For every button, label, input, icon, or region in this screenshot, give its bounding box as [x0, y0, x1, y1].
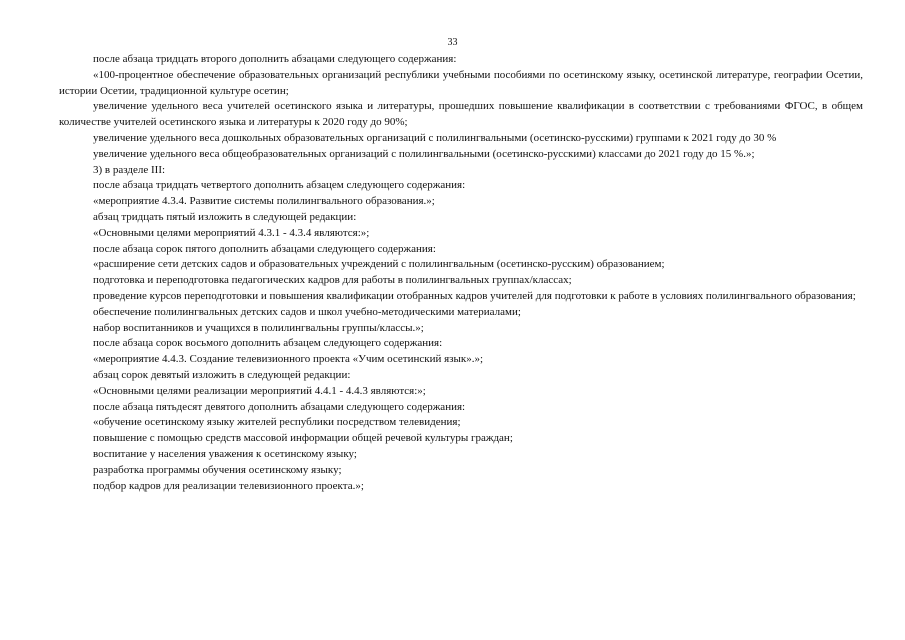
paragraph: подготовка и переподготовка педагогических кадров для работы в полилингвальных группах/классах;	[93, 274, 572, 287]
paragraph: увеличение удельного веса учителей осетинского языка и литературы, прошедших повышение квалификации в соответствии с требованиями ФГОС, в общем количестве учителей осетинского языка и литературы к 2020 году до 90%;	[59, 100, 863, 129]
paragraph: проведение курсов переподготовки и повышения квалификации отобранных кадров учителей для подготовки к работе в условиях полилингвального образования;	[93, 289, 856, 302]
paragraph: разработка программы обучения осетинскому языку;	[93, 463, 342, 476]
page-number: 33	[447, 37, 458, 48]
paragraph: «мероприятие 4.3.4. Развитие системы полилингвального образования.»;	[93, 195, 435, 208]
paragraph: повышение с помощью средств массовой информации общей речевой культуры граждан;	[93, 432, 513, 445]
paragraph: увеличение удельного веса общеобразовательных организаций с полилингвальными (осетинско-русскими) классами до 2021 году до 15 %.»;	[93, 147, 755, 160]
paragraph: после абзаца тридцать второго дополнить абзацами следующего содержания:	[93, 53, 457, 65]
paragraph: после абзаца сорок восьмого дополнить абзацем следующего содержания:	[93, 337, 443, 350]
paragraph: «100-процентное обеспечение образовательных организаций республики учебными пособиями по осетинскому языку, осетинской литературе, географии Осетии, истории Осетии, традиционной культуре осетин;	[59, 68, 863, 97]
paragraph: «Основными целями мероприятий 4.3.1 - 4.3.4 являются:»;	[93, 226, 370, 239]
paragraph: абзац тридцать пятый изложить в следующей редакции:	[93, 210, 357, 223]
paragraph: после абзаца пятьдесят девятого дополнить абзацами следующего содержания:	[93, 400, 466, 413]
paragraph: обеспечение полилингвальных детских садов и школ учебно-методическими материалами;	[93, 305, 521, 318]
paragraph: подбор кадров для реализации телевизионного проекта.»;	[93, 479, 364, 492]
paragraph: «Основными целями реализации мероприятий 4.4.1 - 4.4.3 являются:»;	[93, 384, 426, 397]
paragraph: увеличение удельного веса дошкольных образовательных организаций с полилингвальными (осетинско-русскими) группами к 2021 году до 30 %	[93, 131, 777, 144]
paragraph: абзац сорок девятый изложить в следующей редакции:	[93, 368, 351, 381]
paragraph: 3) в разделе III:	[93, 163, 166, 176]
paragraph: «расширение сети детских садов и образовательных учреждений с полилингвальным (осетинско-русским) образованием;	[93, 258, 665, 271]
paragraph: «мероприятие 4.4.3. Создание телевизионного проекта «Учим осетинский язык».»;	[93, 353, 484, 366]
paragraph: после абзаца тридцать четвертого дополнить абзацем следующего содержания:	[93, 179, 466, 192]
paragraph: после абзаца сорок пятого дополнить абзацами следующего содержания:	[93, 242, 436, 255]
paragraph: воспитание у населения уважения к осетинскому языку;	[93, 447, 357, 460]
document-body	[59, 52, 863, 494]
paragraph: набор воспитанников и учащихся в полилингвальны группы/классы.»;	[93, 321, 424, 334]
paragraph: «обучение осетинскому языку жителей республики посредством телевидения;	[93, 416, 461, 429]
